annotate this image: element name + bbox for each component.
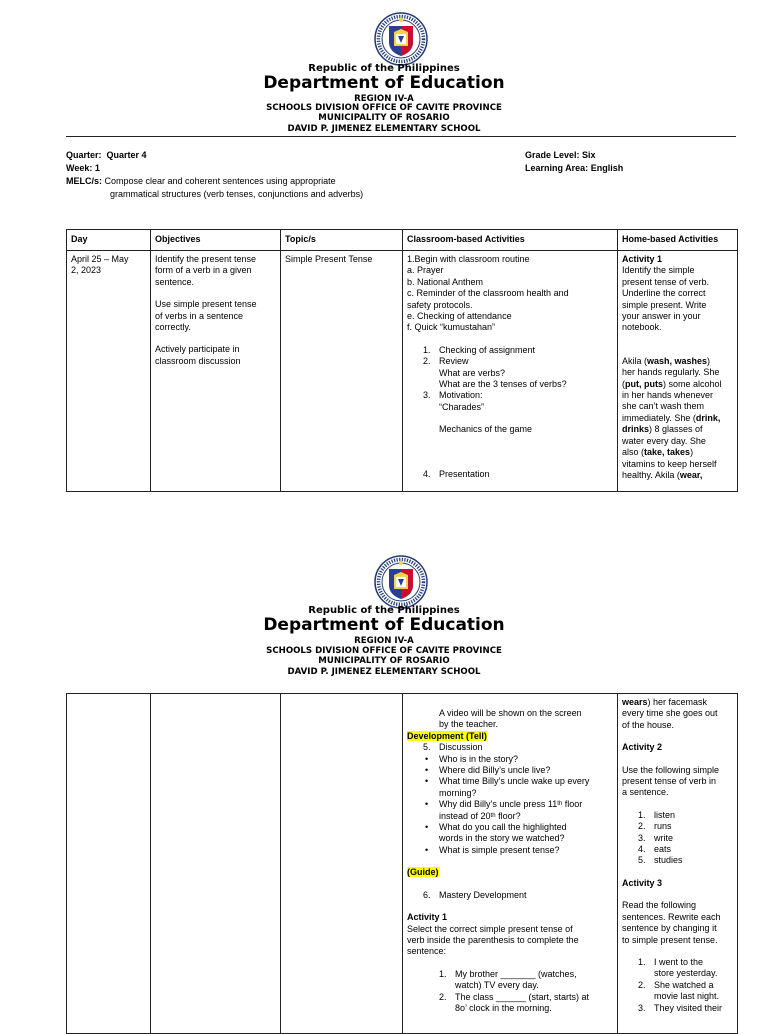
list-item: • What do you call the highlighted words in the story we watched?	[425, 822, 567, 844]
activity-title: Activity 2	[622, 742, 663, 753]
grade-label: Grade Level:	[525, 150, 580, 160]
list-item: 2. The class ______ (start, starts) at 8o’ clock in the morning.	[439, 991, 590, 1013]
header-day: Day	[67, 230, 151, 251]
department-title: Department of Education	[263, 73, 505, 93]
region-line: REGION IV-A	[354, 94, 414, 104]
header-objectives: Objectives	[151, 230, 281, 251]
story-line: her hands regularly. She	[622, 367, 720, 378]
activity-line: Select the correct simple present tense of	[407, 923, 573, 934]
list-item: • What is simple present tense?	[425, 844, 560, 855]
day-line: April 25 – May	[71, 254, 129, 264]
list-item: 1. listen	[638, 809, 676, 820]
story-line: wears) her facemask	[622, 697, 708, 707]
story-line: she can’t wash them	[622, 401, 705, 412]
video-line: A video will be shown on the screen	[439, 708, 582, 718]
routine-line: f. Quick “kumustahan”	[407, 322, 496, 333]
quarter-line	[66, 149, 147, 162]
video-line: by the teacher.	[439, 719, 499, 730]
day-cell	[67, 694, 151, 1034]
melc-label: MELC/s:	[66, 176, 102, 186]
activity-line: notebook.	[622, 322, 662, 333]
republic-line: Republic of the Philippines	[308, 63, 460, 74]
quarter-value: Quarter 4	[106, 150, 147, 160]
page-1	[0, 0, 768, 500]
development-heading: Development (Tell)	[407, 730, 487, 741]
story-line: also (take, takes)	[622, 447, 694, 458]
school-line: DAVID P. JIMENEZ ELEMENTARY SCHOOL	[287, 667, 481, 677]
topic-cell	[281, 694, 403, 1034]
activity-line: Identify the simple	[622, 265, 695, 276]
objective-line: correctly.	[155, 322, 191, 333]
list-item: • Who is in the story?	[425, 753, 519, 764]
list-item: 3. Motivation:	[423, 390, 483, 401]
list-item: 1. Checking of assignment	[423, 344, 536, 355]
objective-line: Use simple present tense	[155, 299, 257, 310]
header-divider	[66, 136, 736, 137]
list-item: • What time Billy’s uncle wake up every morning?	[425, 776, 590, 798]
list-item: 2. Review	[423, 356, 469, 367]
activity-line: to simple present tense.	[622, 934, 718, 945]
activity-line: sentence by changing it	[622, 923, 717, 934]
day-line: 2, 2023	[71, 265, 102, 276]
activity-line: Use the following simple	[622, 764, 720, 775]
header-topics: Topic/s	[281, 230, 403, 251]
story-line: vitamins to keep herself	[622, 458, 717, 469]
objective-line: classroom discussion	[155, 355, 241, 366]
area-label: Learning Area:	[525, 163, 589, 173]
week-value: 1	[94, 163, 100, 173]
objective-line: form of a verb in a given	[155, 265, 252, 276]
list-item: 5. Discussion	[423, 742, 483, 753]
activity-line: simple present. Write	[622, 299, 707, 310]
routine-line: 1.Begin with classroom routine	[407, 254, 530, 264]
grade-value: Six	[582, 150, 596, 160]
story-line: every time she goes out	[622, 708, 718, 719]
objectives-cell	[151, 251, 281, 492]
week-label: Week:	[66, 163, 93, 173]
story-line: water every day. She	[622, 435, 706, 446]
list-item: 1. My brother _______ (watches, watch) TV every day.	[439, 968, 577, 991]
list-item: 4. eats	[638, 844, 672, 855]
topic-cell	[281, 251, 403, 492]
objective-line: of verbs in a sentence	[155, 310, 244, 321]
activity-line: Underline the correct	[622, 288, 706, 299]
table-header-row	[67, 230, 738, 251]
department-title: Department of Education	[263, 615, 505, 635]
story-line: Akila (wash, washes)	[622, 355, 711, 366]
classroom-activities-cell	[403, 251, 618, 492]
activity-line: a sentence.	[622, 787, 669, 798]
lesson-plan-table-continued	[66, 693, 738, 1034]
list-item: 6. Mastery Development	[423, 889, 527, 900]
republic-line: Republic of the Philippines	[308, 605, 460, 616]
melc-text-1: Compose clear and coherent sentences using appropriate	[104, 176, 336, 186]
list-item: • Why did Billy’s uncle press 11th floor instead of 20th floor?	[425, 799, 583, 821]
story-line: (put, puts) some alcohol	[622, 378, 722, 389]
melc-line	[66, 175, 336, 188]
list-item: 2. runs	[638, 821, 672, 832]
topic-text: Simple Present Tense	[285, 254, 373, 264]
table-row	[67, 251, 738, 492]
objective-line: sentence.	[155, 276, 195, 287]
melc-text-2: grammatical structures (verb tenses, conjunctions and adverbs)	[110, 189, 364, 199]
grade-line	[525, 149, 596, 162]
list-item: What are verbs?	[439, 367, 506, 378]
deped-seal-icon	[374, 12, 428, 66]
list-item: 3. They visited their	[638, 1002, 723, 1013]
municipality-line: MUNICIPALITY OF ROSARIO	[318, 113, 450, 123]
header-home-activities: Home-based Activities	[618, 230, 738, 251]
page-2	[0, 543, 768, 1024]
activity-line: present tense of verb.	[622, 276, 710, 287]
list-item: 2. She watched a movie last night.	[638, 979, 720, 1002]
day-cell	[67, 251, 151, 492]
activity-line: verb inside the parenthesis to complete the	[407, 934, 579, 945]
activity-line: sentences. Rewrite each	[622, 911, 721, 922]
list-item: 5. studies	[638, 855, 683, 866]
classroom-activities-cell	[403, 694, 618, 1034]
activity-title: Activity 1	[622, 254, 663, 264]
list-item: “Charades”	[439, 401, 485, 412]
list-item: 3. write	[638, 832, 674, 843]
area-value: English	[590, 163, 624, 173]
activity-title: Activity 1	[407, 912, 448, 923]
mechanics-line: Mechanics of the game	[439, 424, 533, 435]
routine-line: safety protocols.	[407, 299, 473, 310]
list-item: What are the 3 tenses of verbs?	[439, 379, 567, 390]
objectives-cell	[151, 694, 281, 1034]
deped-seal-icon	[374, 555, 428, 609]
header-classroom-activities: Classroom-based Activities	[403, 230, 618, 251]
area-line	[525, 162, 623, 175]
activity-line: sentence:	[407, 946, 447, 957]
activity-line: Read the following	[622, 900, 697, 911]
routine-line: a. Prayer	[407, 265, 444, 276]
objective-line: Identify the present tense	[155, 254, 257, 264]
school-line: DAVID P. JIMENEZ ELEMENTARY SCHOOL	[287, 124, 481, 134]
division-line: SCHOOLS DIVISION OFFICE OF CAVITE PROVINCE	[266, 646, 502, 656]
region-line: REGION IV-A	[354, 636, 414, 646]
story-line: of the house.	[622, 719, 675, 730]
routine-line: b. National Anthem	[407, 276, 484, 287]
municipality-line: MUNICIPALITY OF ROSARIO	[318, 656, 450, 666]
week-line	[66, 162, 100, 175]
objective-line: Actively participate in	[155, 344, 240, 355]
story-line: immediately. She (drink,	[622, 412, 721, 423]
table-row	[67, 694, 738, 1034]
lesson-plan-table	[66, 229, 738, 492]
list-item: 1. I went to the store yesterday.	[638, 956, 718, 979]
story-line: in her hands whenever	[622, 390, 714, 401]
list-item: • Where did Billy’s uncle live?	[425, 765, 551, 776]
quarter-label: Quarter:	[66, 150, 102, 160]
routine-line: e. Checking of attendance	[407, 311, 512, 322]
routine-line: c. Reminder of the classroom health and	[407, 288, 569, 299]
home-activities-cell	[618, 251, 738, 492]
guide-heading: (Guide)	[407, 867, 439, 878]
activity-line: present tense of verb in	[622, 776, 717, 787]
activity-line: your answer in your	[622, 311, 701, 322]
story-line: healthy. Akila (wear,	[622, 469, 703, 480]
home-activities-cell	[618, 694, 738, 1034]
activity-title: Activity 3	[622, 877, 663, 888]
division-line: SCHOOLS DIVISION OFFICE OF CAVITE PROVINCE	[266, 103, 502, 113]
story-line: drinks) 8 glasses of	[622, 424, 703, 435]
list-item: 4. Presentation	[423, 468, 490, 479]
